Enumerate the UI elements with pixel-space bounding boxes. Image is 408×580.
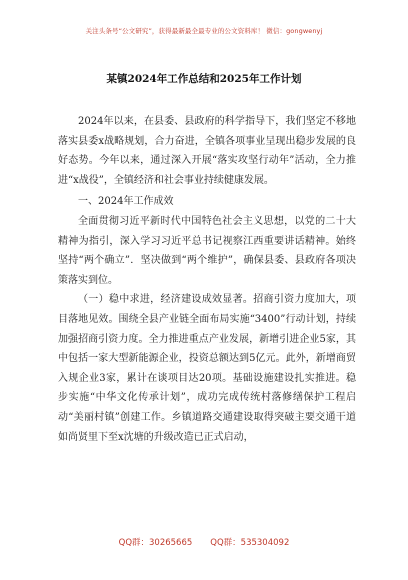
header-banner: 关注头条号“公文研究”，获得最新最全最专业的公文资料库！ 微信：gongwenyj [85, 27, 323, 35]
footer-contacts [0, 536, 408, 548]
qq-group-1: QQ群：30265665 [118, 538, 193, 548]
qq-group-2: QQ群：535304092 [210, 538, 290, 548]
body-paragraph: （一）稳中求进，经济建设成效显著。招商引资力度加大，项目落地见效。围绕全县产业链全面布局实施“3400”行动计划，持续加强招商引资力度。全力推进重点产业发展，新增引进企业5家，其中包括一家大型新能源企业，投资总额达到5亿元。此外，新增商贸入规企业3家，累计在谈项目达20项。基础设施建设扎实推进。稳步实施“中华文化传承计划”，成功完成传统村落修缮保护工程启动“美丽村镇”创建工作。乡镇道路交通建设取得突破主要交通干道如尚贤里下至x沈塘的升级改造已正式启动， [58, 294, 356, 443]
body-paragraph: 全面贯彻习近平新时代中国特色社会主义思想，以党的二十大精神为指引，深入学习习近平总书记视察江西重要讲话精神。始终坚持“两个确立”．坚决做到“两个维护”，确保县委、县政府各项决策落实到位。 [58, 215, 356, 286]
document-title: 某镇2024年工作总结和2025年工作计划 [106, 73, 302, 85]
intro-paragraph: 2024年以来，在县委、县政府的科学指导下，我们坚定不移地落实县委x战略规划，合力奋进，全镇各项事业呈现出稳步发展的良好态势。今年以来，通过深入开展“落实攻坚行动年”活动，全力推进“x战役”，全镇经济和社会事业持续健康发展。 [58, 116, 356, 186]
section-heading: 一、2024年工作成效 [78, 196, 174, 208]
document-body [58, 112, 356, 447]
